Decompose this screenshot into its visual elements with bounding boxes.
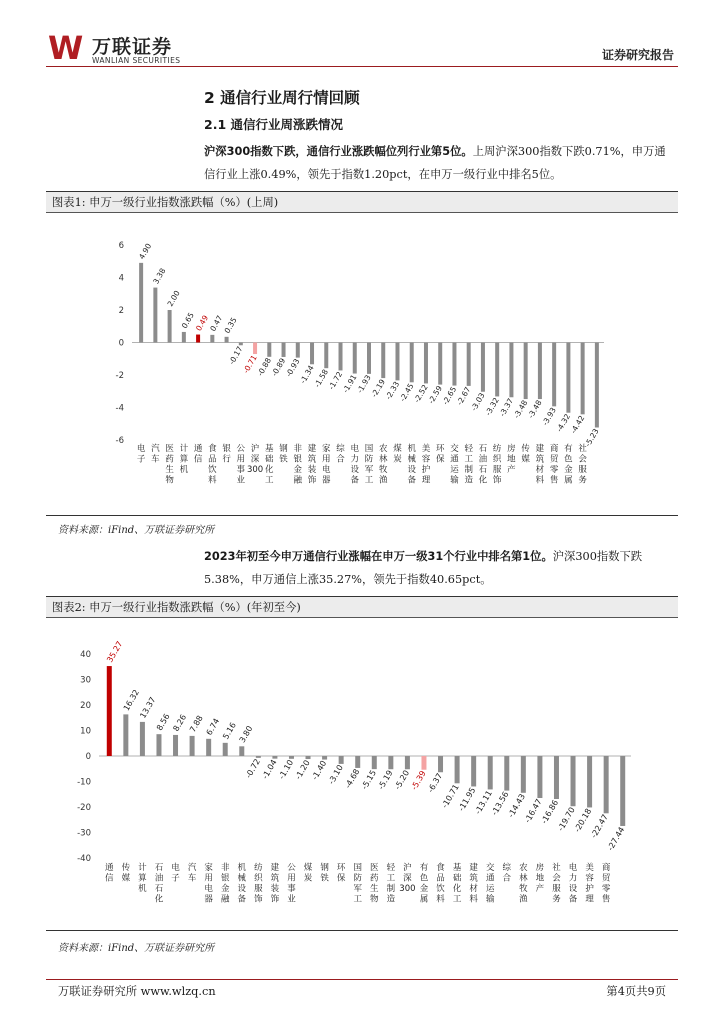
- bar: [405, 756, 410, 769]
- bar: [587, 756, 592, 807]
- paragraph-weekly-lead: 沪深300指数下跌，通信行业涨跌幅位列行业第5位。: [204, 145, 473, 158]
- x-tick-label: 纺织服饰: [254, 863, 263, 905]
- data-label: -6.37: [426, 771, 445, 795]
- logo-mark: W: [48, 29, 81, 67]
- data-label: 16.32: [121, 688, 142, 713]
- data-label: -10.71: [440, 782, 461, 810]
- data-label: -1.10: [277, 758, 296, 781]
- x-tick-label: 电力设备: [568, 863, 578, 905]
- data-label: -2.59: [426, 384, 444, 406]
- x-tick-label: 银行: [222, 444, 231, 465]
- bar: [604, 756, 609, 813]
- data-label: 2.00: [165, 289, 182, 308]
- x-tick-label: 家用电器: [204, 863, 213, 905]
- company-logo: [48, 30, 198, 66]
- x-tick-label: 房地产: [535, 863, 545, 894]
- data-label: -0.17: [227, 344, 245, 367]
- bar: [306, 756, 311, 759]
- bar: [339, 756, 344, 764]
- figure1-title: 图表1: 申万一级行业指数涨跌幅（%）(上周): [46, 191, 678, 213]
- data-label: -13.11: [473, 788, 494, 816]
- bar: [381, 343, 385, 379]
- x-tick-label: 交通运输: [450, 444, 459, 486]
- y-tick-label: 30: [80, 675, 91, 686]
- y-tick-label: -30: [77, 828, 91, 839]
- logo-name-cn: 万联证券: [92, 36, 173, 58]
- figure2-title: 图表2: 申万一级行业指数涨跌幅（%）(年初至今): [46, 596, 678, 618]
- x-tick-label: 煤炭: [303, 863, 313, 884]
- x-tick-label: 通信: [105, 863, 114, 884]
- bar: [521, 756, 526, 793]
- x-tick-label: 环保: [336, 863, 346, 884]
- header-divider: [46, 66, 678, 67]
- data-label: -27.44: [605, 825, 627, 853]
- bar: [481, 343, 485, 392]
- bar: [495, 343, 499, 397]
- x-tick-label: 国防军工: [353, 863, 362, 905]
- x-tick-label: 交通运输: [485, 863, 495, 905]
- figure2-chart: [46, 618, 678, 930]
- x-tick-label: 机械设备: [237, 863, 247, 905]
- x-tick-label: 环保: [435, 444, 445, 465]
- x-tick-label: 农林牧渔: [519, 863, 528, 905]
- x-tick-label: 商贸零售: [601, 863, 611, 905]
- x-tick-label: 钢铁: [279, 444, 288, 465]
- x-tick-label: 机械设备: [407, 444, 416, 486]
- subsection-heading: 2.1 通信行业周涨跌情况: [204, 117, 343, 132]
- bar: [107, 666, 112, 756]
- x-tick-label: 社会服务: [552, 863, 561, 905]
- x-tick-label: 非银金融: [220, 863, 230, 905]
- bar: [324, 343, 328, 369]
- data-label: 0.65: [179, 310, 196, 330]
- data-label: -0.72: [243, 757, 263, 780]
- bar: [455, 756, 460, 783]
- bar: [296, 343, 300, 358]
- bar: [310, 343, 314, 365]
- bar: [182, 332, 186, 343]
- bar: [140, 722, 145, 756]
- page-number: 第4页共9页: [606, 985, 666, 998]
- figure1-chart: [46, 213, 678, 515]
- x-tick-label: 基础化工: [265, 444, 274, 486]
- x-tick-label: 综合: [502, 863, 512, 884]
- paragraph-ytd: [204, 545, 672, 591]
- bar: [566, 343, 570, 413]
- bar: [153, 288, 157, 343]
- x-tick-label: 沪深 300: [399, 863, 416, 894]
- bar: [123, 714, 128, 756]
- x-tick-label: 钢铁: [320, 863, 329, 884]
- data-label: -14.43: [506, 792, 528, 820]
- data-label: 8.26: [171, 713, 189, 733]
- y-tick-label: -4: [115, 403, 124, 414]
- data-label: -1.04: [260, 758, 279, 781]
- x-tick-label: 纺织服饰: [492, 444, 502, 486]
- bar: [595, 343, 599, 428]
- bar: [239, 343, 243, 346]
- bar: [225, 337, 229, 343]
- bar: [289, 756, 294, 759]
- x-tick-label: 医药生物: [370, 863, 379, 905]
- x-tick-label: 石油石化: [154, 863, 164, 905]
- paragraph-weekly: [204, 140, 672, 186]
- x-tick-label: 石油石化: [478, 444, 488, 486]
- bar: [282, 343, 286, 357]
- x-tick-label: 美容护理: [585, 863, 594, 905]
- x-tick-label: 轻工制造: [464, 444, 473, 486]
- x-tick-label: 计算机: [179, 444, 189, 475]
- x-tick-label: 房地产: [507, 444, 516, 475]
- x-tick-label: 电子: [136, 444, 146, 465]
- x-tick-label: 汽车: [187, 863, 197, 884]
- bar: [367, 343, 371, 374]
- paragraph-ytd-lead: 2023年初至今申万通信行业涨幅在申万一级31个行业中排名第1位。: [204, 550, 553, 563]
- data-label: -2.67: [454, 385, 473, 407]
- paragraph-weekly-body: 上周沪深300指数下跌0.71%，申万通信行业上涨0.49%，领先于指数1.20pct，在申万一级行业中排名5位。: [204, 145, 666, 181]
- bar: [253, 343, 257, 355]
- data-label: 0.35: [222, 315, 239, 335]
- data-label: -2.52: [412, 382, 430, 405]
- bar: [421, 756, 426, 770]
- x-tick-label: 建筑材料: [469, 863, 478, 905]
- data-label: 6.74: [204, 716, 222, 737]
- data-label: -1.58: [312, 367, 331, 389]
- data-label: 3.38: [151, 266, 168, 286]
- logo-name-en: WANLIAN SECURITIES: [92, 56, 181, 65]
- data-label: -16.86: [539, 798, 561, 826]
- data-label: -3.37: [497, 396, 516, 419]
- x-tick-label: 电力设备: [350, 444, 360, 486]
- x-tick-label: 农林牧渔: [378, 444, 388, 486]
- data-label: 0.47: [208, 313, 225, 333]
- bar: [353, 343, 357, 374]
- data-label: -0.71: [241, 353, 259, 375]
- x-tick-label: 美容护理: [421, 444, 431, 486]
- y-tick-label: 10: [80, 726, 91, 737]
- data-label: -22.47: [589, 812, 610, 840]
- x-tick-label: 国防军工: [364, 444, 374, 486]
- bar: [524, 343, 528, 400]
- data-label: -2.19: [369, 377, 387, 399]
- y-tick-label: 4: [118, 273, 124, 284]
- bar: [552, 343, 556, 407]
- bar: [395, 343, 399, 381]
- x-tick-label: 非银金融: [293, 444, 303, 486]
- bar: [156, 734, 161, 756]
- bar: [438, 756, 443, 772]
- data-label: -13.56: [489, 790, 511, 817]
- x-tick-label: 建筑装饰: [307, 444, 317, 486]
- bar: [452, 343, 456, 386]
- y-tick-label: 40: [80, 650, 91, 660]
- x-tick-label: 有色金属: [564, 444, 573, 486]
- x-tick-label: 通信: [193, 444, 203, 465]
- bar: [372, 756, 377, 769]
- data-label: -3.48: [526, 398, 544, 420]
- data-label: -2.33: [383, 379, 402, 402]
- bar: [256, 756, 261, 758]
- data-label: 35.27: [105, 639, 125, 665]
- bar: [322, 756, 327, 760]
- y-tick-label: 6: [118, 241, 124, 251]
- bar: [554, 756, 559, 799]
- y-tick-label: -2: [115, 371, 124, 381]
- section-heading: 2 通信行业周行情回顾: [204, 89, 360, 107]
- data-label: -3.48: [511, 398, 530, 420]
- data-label: -11.95: [456, 785, 478, 813]
- x-tick-label: 公用事业: [287, 863, 296, 905]
- data-label: -5.39: [409, 769, 428, 792]
- bar: [210, 335, 214, 343]
- bar: [223, 743, 228, 756]
- data-label: 3.80: [237, 724, 255, 745]
- bar: [267, 343, 271, 357]
- x-tick-label: 公用事业: [236, 444, 246, 486]
- x-tick-label: 建筑装饰: [270, 863, 280, 905]
- figure1-source: 资料来源：iFind、万联证券研究所: [58, 525, 215, 536]
- data-label: -0.88: [255, 356, 274, 378]
- x-tick-label: 煤炭: [393, 444, 402, 465]
- bar: [410, 343, 414, 383]
- y-tick-label: 0: [118, 338, 124, 349]
- bar: [196, 335, 200, 343]
- data-label: -1.93: [355, 373, 373, 395]
- x-tick-label: 沪深 300: [246, 444, 264, 475]
- x-tick-label: 商贸零售: [549, 444, 559, 486]
- bar: [504, 756, 509, 791]
- bar: [509, 343, 513, 398]
- bar: [173, 735, 178, 756]
- data-label: -1.40: [310, 759, 329, 782]
- x-tick-label: 食品饮料: [436, 863, 445, 905]
- footer-org: 万联证券研究所 www.wlzq.cn: [58, 985, 216, 998]
- x-tick-label: 综合: [336, 444, 345, 465]
- bar: [537, 756, 542, 798]
- x-tick-label: 传媒: [521, 444, 530, 465]
- data-label: -5.20: [392, 768, 412, 792]
- data-label: -3.93: [540, 405, 558, 428]
- y-tick-label: 2: [118, 306, 124, 316]
- data-label: -3.03: [469, 391, 487, 413]
- x-tick-label: 家用电器: [322, 444, 331, 486]
- bar: [168, 310, 172, 343]
- y-tick-label: 0: [85, 752, 91, 762]
- y-tick-label: -40: [77, 854, 91, 864]
- data-label: -16.47: [522, 797, 544, 825]
- x-tick-label: 电子: [171, 863, 180, 884]
- footer-divider: [46, 979, 678, 980]
- report-type: 证券研究报告: [601, 48, 674, 62]
- data-label: -0.89: [269, 356, 288, 378]
- bar: [538, 343, 542, 400]
- paragraph-ytd-body: 沪深300指数下跌5.38%，申万通信上涨35.27%，领先于指数40.65pct。: [204, 550, 643, 586]
- bar: [571, 756, 576, 806]
- y-tick-label: -20: [77, 803, 91, 813]
- x-tick-label: 计算机: [138, 863, 147, 894]
- bar: [471, 756, 476, 786]
- data-label: -1.91: [340, 373, 359, 395]
- data-label: -1.72: [326, 369, 345, 392]
- bar: [239, 746, 244, 756]
- data-label: 8.56: [154, 712, 172, 733]
- x-tick-label: 社会服务: [578, 444, 587, 486]
- x-tick-label: 有色金属: [419, 863, 429, 905]
- bar: [339, 343, 343, 371]
- bar: [438, 343, 442, 385]
- bar: [488, 756, 493, 789]
- bar: [581, 343, 585, 415]
- data-label: -4.42: [568, 413, 587, 436]
- data-label: -4.32: [554, 412, 573, 434]
- bar: [467, 343, 471, 386]
- data-label: 13.37: [138, 695, 158, 720]
- y-tick-label: -10: [77, 777, 91, 788]
- bar: [272, 756, 277, 759]
- data-label: -4.68: [343, 767, 362, 790]
- bar: [139, 263, 143, 343]
- x-tick-label: 传媒: [121, 863, 131, 884]
- data-label: -19.70: [556, 805, 577, 833]
- data-label: -1.20: [293, 758, 312, 781]
- x-tick-label: 汽车: [151, 444, 160, 465]
- x-tick-label: 食品饮料: [208, 444, 217, 486]
- x-tick-label: 轻工制造: [386, 863, 396, 905]
- data-label: -3.10: [326, 763, 345, 786]
- bar: [190, 736, 195, 756]
- data-label: -5.23: [583, 426, 601, 449]
- x-tick-label: 建筑材料: [535, 444, 545, 486]
- x-tick-label: 基础化工: [452, 863, 462, 905]
- bar: [620, 756, 625, 826]
- data-label: -2.45: [397, 381, 416, 404]
- data-label: -3.32: [483, 395, 501, 418]
- data-label: 5.16: [221, 720, 238, 741]
- x-tick-label: 医药生物: [165, 444, 174, 486]
- data-label: 7.88: [188, 713, 205, 734]
- bar: [355, 756, 360, 768]
- data-label: -0.93: [284, 357, 302, 379]
- y-tick-label: -6: [115, 436, 124, 446]
- y-tick-label: 20: [80, 701, 91, 711]
- figure2-source: 资料来源：iFind、万联证券研究所: [58, 943, 215, 954]
- bar: [388, 756, 393, 769]
- bar: [206, 739, 211, 756]
- bar: [424, 343, 428, 384]
- data-label: -1.34: [298, 363, 316, 386]
- data-label: -2.65: [440, 385, 459, 407]
- data-label: 0.49: [194, 313, 211, 333]
- data-label: -5.15: [359, 768, 379, 792]
- data-label: -20.18: [572, 806, 594, 834]
- data-label: -5.19: [376, 768, 395, 792]
- data-label: 4.90: [137, 241, 154, 261]
